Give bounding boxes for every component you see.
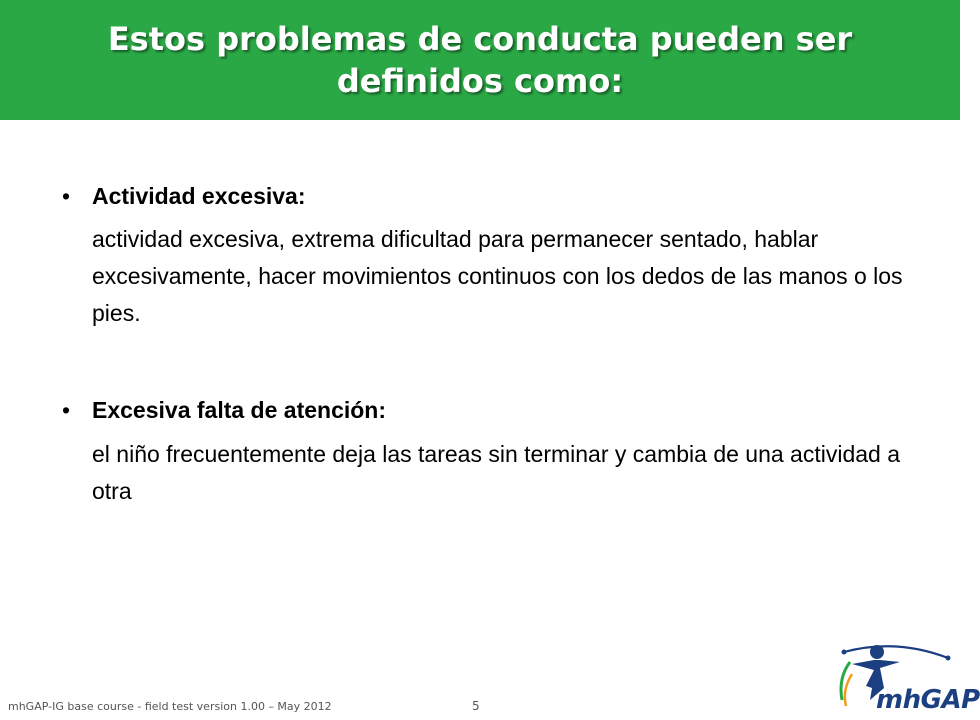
- item-heading-atencion: Excesiva falta de atención:: [92, 397, 387, 423]
- mhgap-logo-text: mhGAP: [876, 685, 980, 715]
- item-heading-actividad: Actividad excesiva:: [92, 183, 306, 209]
- item-text-actividad: actividad excesiva, extrema dificultad para permanecer sentado, hablar excesivamente, hacer movimientos continuos con los dedos de las manos o los pies.: [92, 226, 903, 326]
- footer-text: mhGAP-IG base course - field test version 1.00 – May 2012: [8, 700, 332, 713]
- bullet-marker: •: [62, 183, 71, 209]
- slide-title: Estos problemas de conducta pueden ser definidos como:: [107, 20, 853, 100]
- page-number: 5: [472, 699, 480, 713]
- bullet-marker: •: [62, 397, 71, 423]
- item-text-atencion: el niño frecuentemente deja las tareas sin terminar y cambia de una actividad a otra: [92, 441, 901, 504]
